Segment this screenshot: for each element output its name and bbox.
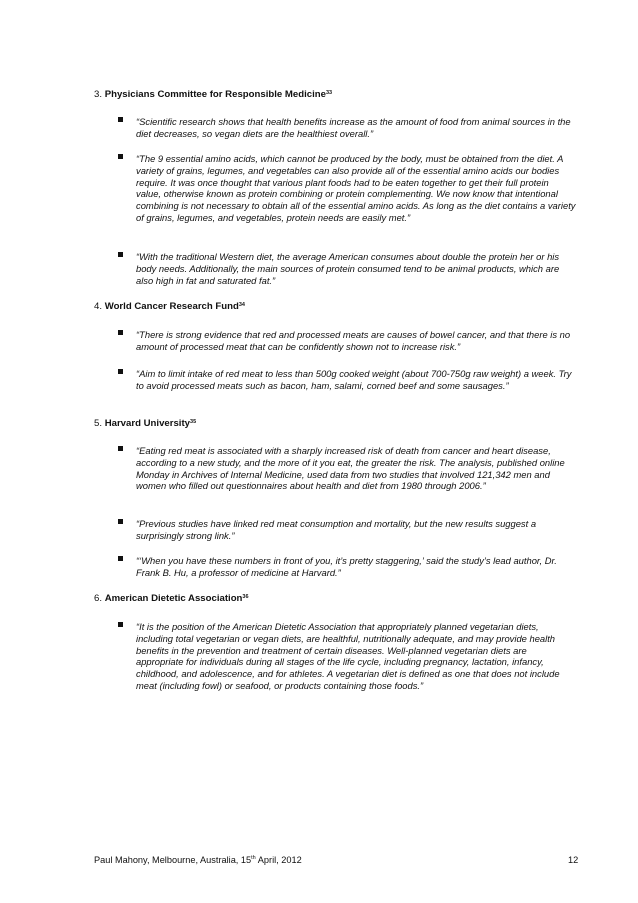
section-number: 6.: [94, 593, 103, 604]
bullet-icon: [118, 556, 123, 561]
footnote-ref: 34: [238, 302, 245, 308]
footer-credit: [94, 855, 302, 866]
bullet-icon: [118, 446, 123, 451]
quote-text: “Scientific research shows that health benefits increase as the amount of food from animal sources in the diet decreases, so vegan diets are the healthiest overall.”: [136, 116, 571, 139]
section-pcrm: [94, 89, 594, 286]
bullet-icon: [118, 519, 123, 524]
quote-text: “Aim to limit intake of red meat to less than 500g cooked weight (about 700-750g raw weight) a week. Try to avoid processed meats such as bacon, ham, salami, corned beef and some sausages.”: [136, 368, 572, 391]
quote-text: “The 9 essential amino acids, which cannot be produced by the body, must be obtained from the diet. A variety of grains, legumes, and vegetables can also provide all of the essential amino acids our bodies require. It was once thought that various plant foods had to be eaten together to get their full protein value, otherwise known as protein combining or protein complementing. We now know that intentional combining is not necessary to obtain all of the essential amino acids. As long as the diet contains a variety of grains, legumes, and vegetables, protein needs are easily met.”: [136, 153, 576, 223]
page-number: 12: [568, 855, 579, 865]
section-number: 3.: [94, 89, 103, 100]
bullet-icon: [118, 369, 123, 374]
bullet-icon: [118, 117, 123, 122]
quote-text: “There is strong evidence that red and processed meats are causes of bowel cancer, and that there is no amount of processed meat that can be confidently shown not to increase risk.”: [136, 329, 571, 352]
quote-text: “With the traditional Western diet, the average American consumes about double the protein her or his body needs. Additionally, the main sources of protein consumed tend to be animal products, which are also high in fat and saturated fat.”: [136, 251, 560, 286]
bullet-icon: [118, 252, 123, 257]
section-harvard: [94, 418, 594, 578]
section-number: 5.: [94, 418, 103, 429]
quote-text: “‘When you have these numbers in front of you, it’s pretty staggering,’ said the study’s lead author, Dr. Frank B. Hu, a professor of medicine at Harvard.”: [136, 555, 557, 578]
section-number: 4.: [94, 301, 103, 312]
section-heading: [94, 593, 594, 605]
section-heading: [94, 301, 594, 313]
section-title: American Dietetic Association: [104, 593, 243, 604]
section-ada: [94, 593, 594, 691]
footnote-ref: 36: [242, 594, 249, 600]
section-wcrf: [94, 301, 594, 391]
section-title: Physicians Committee for Responsible Medicine: [104, 89, 326, 100]
footer-date-suffix: th: [251, 855, 256, 861]
quote-text: “It is the position of the American Dietetic Association that appropriately planned vegetarian diets, including total vegetarian or vegan diets, are healthful, nutritionally adequate, and may provide health benefits in the prevention and treatment of certain diseases. Well-planned vegetarian diets are appropriate for individuals during all stages of the life cycle, including pregnancy, lactation, infancy, childhood, and adolescence, and for athletes. A vegetarian diet is defined as one that does not include meat (including fowl) or seafood, or products containing those foods.”: [136, 621, 560, 691]
quote-text: “Previous studies have linked red meat consumption and mortality, but the new results suggest a surprisingly strong link.”: [136, 518, 537, 541]
bullet-icon: [118, 622, 123, 627]
footer-month-year: April, 2012: [255, 855, 302, 865]
section-heading: [94, 418, 594, 430]
footnote-ref: 33: [325, 90, 333, 96]
quote-text: “Eating red meat is associated with a sharply increased risk of death from cancer and heart disease, according to a new study, and the more of it you eat, the greater the risk. The analysis, published online Monday in Archives of Internal Medicine, used data from two studies that involved 121,342 men and women who filled out questionnaires about health and diet from 1980 through 2006.”: [136, 445, 565, 492]
section-heading: [94, 89, 594, 101]
bullet-icon: [118, 154, 123, 159]
section-title: Harvard University: [104, 418, 191, 429]
footnote-ref: 35: [190, 419, 197, 425]
section-title: World Cancer Research Fund: [104, 301, 239, 312]
footer-author-date: Paul Mahony, Melbourne, Australia, 15: [94, 855, 252, 865]
bullet-icon: [118, 330, 123, 335]
